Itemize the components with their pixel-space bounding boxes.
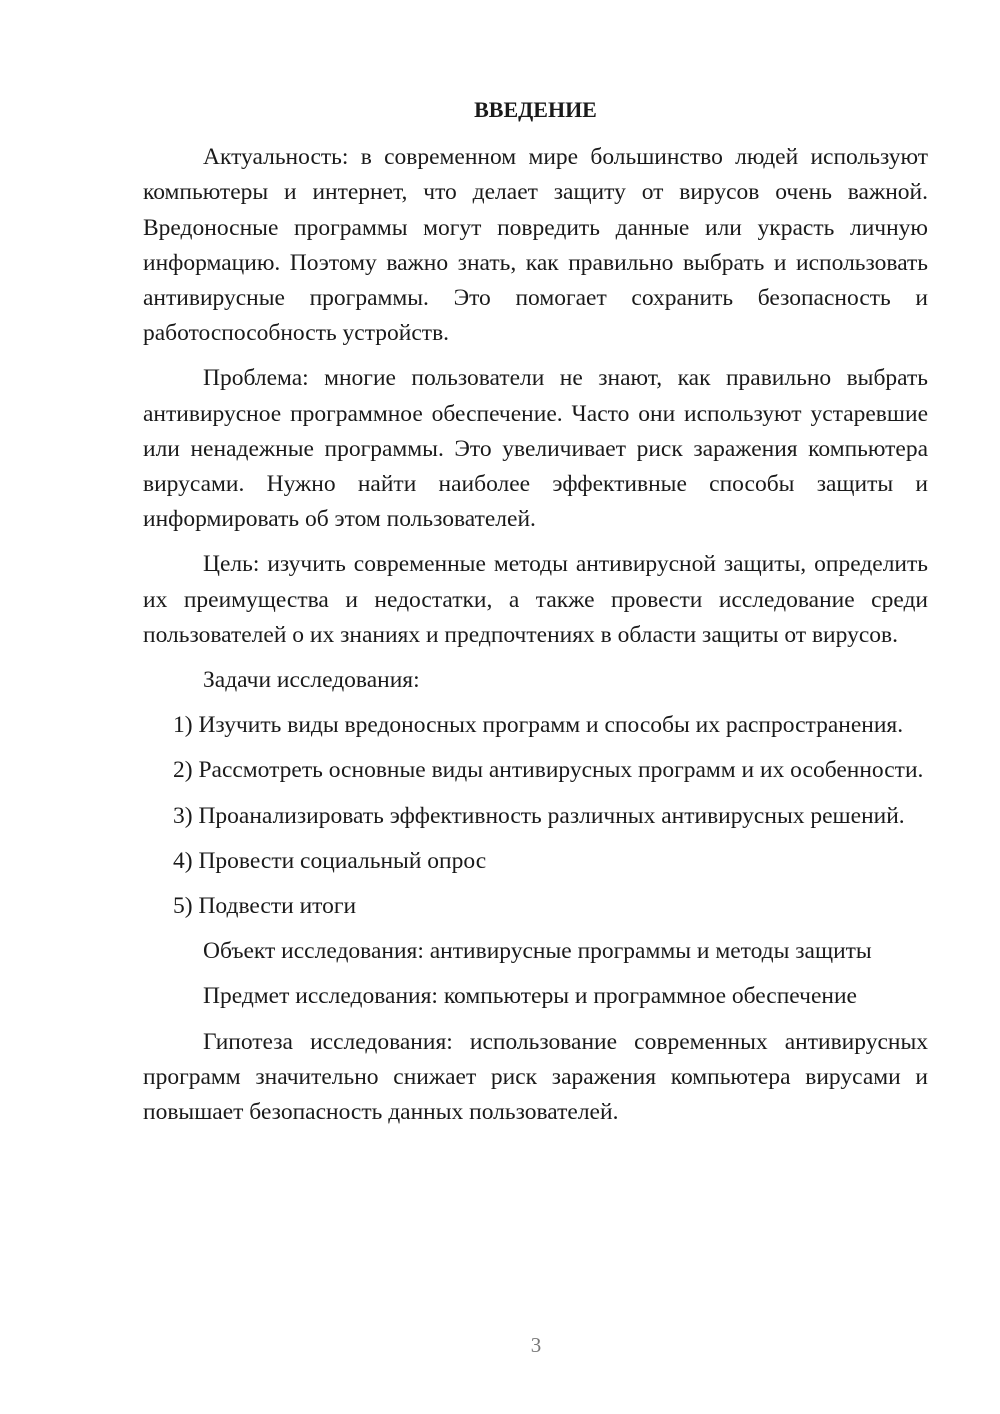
problem-paragraph: Проблема: многие пользователи не знают, как правильно выбрать антивирусное программное обеспечение. Часто они используют устаревшие или ненадежные программы. Это увеличивает риск заражения компьютера вирусами. Нужно найти наиболее эффективные способы защиты и информировать об этом пользователей. (143, 365, 928, 533)
task-item-3: 3) Проанализировать эффективность различных антивирусных решений. (173, 802, 905, 829)
relevance-paragraph: Актуальность: в современном мире большинство людей используют компьютеры и интернет, что делает защиту от вирусов очень важной. Вредоносные программы могут повредить данные или украсть личную информацию. Поэтому важно знать, как правильно выбрать и использовать антивирусные программы. Это помогает сохранить безопасность и работоспособность устройств. (143, 144, 928, 347)
task-item-2: 2) Рассмотреть основные виды антивирусных программ и их особенности. (173, 757, 924, 784)
research-object: Объект исследования: антивирусные программы и методы защиты (203, 938, 872, 965)
research-hypothesis: Гипотеза исследования: использование современных антивирусных программ значительно снижает риск заражения компьютера вирусами и повышает безопасность данных пользователей. (143, 1028, 928, 1126)
task-item-1: 1) Изучить виды вредоносных программ и способы их распространения. (173, 712, 904, 739)
task-item-5: 5) Подвести итоги (173, 893, 357, 920)
tasks-heading: Задачи исследования: (203, 667, 420, 694)
page-content (143, 92, 928, 1140)
page-title: ВВЕДЕНИЕ (474, 97, 597, 122)
task-item-4: 4) Провести социальный опрос (173, 847, 487, 874)
research-subject: Предмет исследования: компьютеры и программное обеспечение (203, 983, 857, 1010)
goal-paragraph: Цель: изучить современные методы антивирусной защиты, определить их преимущества и недостатки, а также провести исследование среди пользователей о их знаниях и предпочтениях в области защиты от вирусов. (143, 551, 928, 648)
page-number: 3 (530, 1333, 542, 1357)
